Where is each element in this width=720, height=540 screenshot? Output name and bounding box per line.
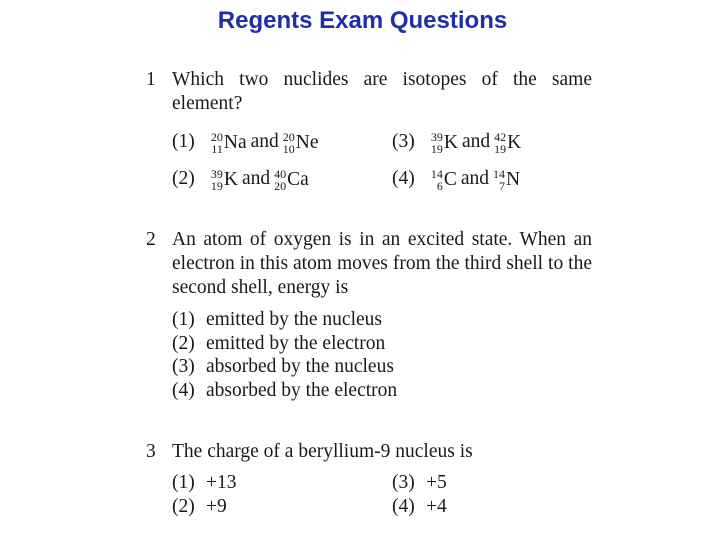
nuclide: 14 6 C bbox=[430, 166, 457, 193]
nuclide: 20 11 Na bbox=[210, 129, 247, 156]
q2-option-1: (1) emitted by the nucleus bbox=[172, 309, 382, 330]
question-number: 3 bbox=[146, 441, 156, 462]
q2-option-4: (4) absorbed by the electron bbox=[172, 380, 398, 401]
nuclide: 14 7 N bbox=[493, 166, 521, 193]
nuclide: 39 19 K bbox=[210, 166, 238, 193]
q1-option-3: (3) 39 19 K and 42 19 K bbox=[392, 129, 522, 156]
q1-option-4: (4) 14 6 C and 14 7 N bbox=[392, 166, 521, 193]
nuclide: 39 19 K bbox=[430, 129, 458, 156]
q2-option-3: (3) absorbed by the nucleus bbox=[172, 356, 394, 377]
page-title: Regents Exam Questions bbox=[217, 7, 508, 34]
nuclide: 40 20 Ca bbox=[274, 166, 309, 193]
q3-option-3: (3) +5 bbox=[392, 472, 447, 493]
q3-option-2: (2) +9 bbox=[172, 496, 227, 517]
nuclide: 42 19 K bbox=[494, 129, 522, 156]
q3-option-4: (4) +4 bbox=[392, 496, 447, 517]
question-text: An atom of oxygen is in an excited state. When an electron in this atom moves from the third shell to the second shell, energy is bbox=[172, 229, 592, 298]
nuclide: 20 10 Ne bbox=[282, 129, 319, 156]
question-text: The charge of a beryllium-9 nucleus is bbox=[172, 441, 473, 462]
q1-option-2: (2) 39 19 K and 40 20 Ca bbox=[172, 166, 309, 193]
question-number: 1 bbox=[146, 69, 156, 90]
question-text: Which two nuclides are isotopes of the same element? bbox=[172, 69, 592, 114]
q2-option-2: (2) emitted by the electron bbox=[172, 333, 386, 354]
q1-option-1: (1) 20 11 Na and 20 10 Ne bbox=[172, 129, 319, 156]
q3-option-1: (1) +13 bbox=[172, 472, 237, 493]
question-number: 2 bbox=[146, 229, 156, 250]
